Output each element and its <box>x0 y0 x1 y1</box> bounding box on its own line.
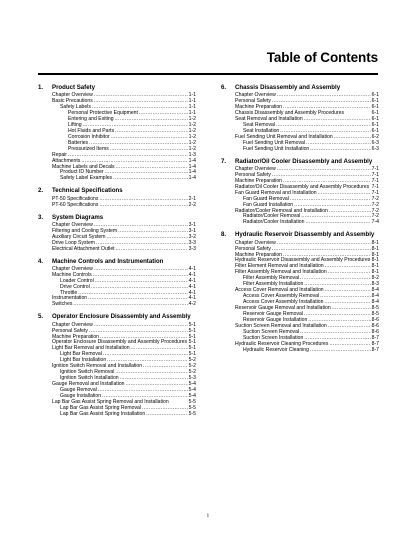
entry-page: 8-3 <box>371 281 379 288</box>
entry-title: Gauge Installation <box>60 392 102 399</box>
entry-title: Switches <box>52 301 73 308</box>
entry-title: Filter Element Removal and Installation <box>235 263 324 270</box>
entry-page: 5-1 <box>188 351 196 358</box>
entry-page: 3-3 <box>188 245 196 252</box>
entry-title: Radiator/Oil Cooler Disassembly and Assembly Procedures <box>235 183 370 190</box>
entry-page: 8-1 <box>371 245 379 252</box>
entry-title: Personal Safety <box>235 171 271 178</box>
entry-page: 7-1 <box>371 165 379 172</box>
toc-column-left <box>38 84 196 423</box>
entry-page: 5-1 <box>188 345 196 352</box>
section-number: 6. <box>221 84 227 91</box>
entry-page: 8-5 <box>371 304 379 311</box>
entry-page: 6-1 <box>371 104 379 111</box>
entry-page: 8-2 <box>371 275 379 282</box>
page-title: Table of Contents <box>266 50 378 65</box>
entry-title: Throttle <box>60 289 78 296</box>
toc-section <box>221 158 379 227</box>
entry-title: Suction Screen Installation <box>243 334 304 341</box>
entry-page: 6-1 <box>371 92 379 99</box>
entry-page: 7-1 <box>371 189 379 196</box>
section-title: Product Safety <box>52 84 96 91</box>
toc-entry[interactable] <box>38 203 196 209</box>
entry-title: Drive Control <box>60 283 90 290</box>
entry-page: 8-6 <box>371 328 379 335</box>
section-heading[interactable] <box>221 158 379 165</box>
entry-title: Entering and Exiting <box>68 116 114 123</box>
entry-title: Lifting <box>68 121 82 128</box>
entry-page: 5-4 <box>188 381 196 388</box>
entry-title: Safety Label Examples <box>60 175 113 182</box>
entry-title: Radiator/Cooler Removal and Installation <box>235 207 328 214</box>
entry-title: Radiator/Cooler Installation <box>243 219 305 226</box>
entry-page: 3-3 <box>188 239 196 246</box>
entry-page: 8-1 <box>371 257 379 264</box>
entry-title: PT-60 Specifications <box>52 201 99 208</box>
toc-section <box>221 84 379 153</box>
section-heading[interactable] <box>38 214 196 221</box>
section-heading[interactable] <box>221 231 379 238</box>
entry-title: Chapter Overview <box>52 321 93 328</box>
toc-section <box>38 84 196 182</box>
toc-entry[interactable] <box>221 348 379 354</box>
entry-page: 8-7 <box>371 346 379 353</box>
entry-title: PT-50 Specifications <box>52 195 99 202</box>
entry-title: Light Bar Removal <box>60 351 102 358</box>
entry-page: 8-4 <box>371 293 379 300</box>
entry-title: Hot Fluids and Parts <box>68 127 115 134</box>
entry-page: 4-1 <box>188 271 196 278</box>
entry-page: 7-2 <box>371 213 379 220</box>
entry-page: 3-1 <box>188 227 196 234</box>
section-number: 8. <box>221 231 227 239</box>
entry-title: Seat Removal <box>243 121 275 128</box>
entry-title: Attachments <box>52 157 81 164</box>
entry-title: Fuel Sending Unit Removal and Installation <box>235 133 333 140</box>
entry-page: 8-6 <box>371 322 379 329</box>
entry-title: Product ID Number <box>60 169 104 176</box>
entry-page: 2-1 <box>188 195 196 202</box>
toc-entry[interactable] <box>38 412 196 418</box>
entry-page: 8-4 <box>371 287 379 294</box>
entry-title: Fan Guard Installation <box>243 201 294 208</box>
section-number: 2. <box>38 187 44 195</box>
entry-page: 1-1 <box>188 92 196 99</box>
entry-title: Gauge Removal and Installation <box>52 381 125 388</box>
entry-page: 6-1 <box>371 121 379 128</box>
entry-page: 2-2 <box>188 201 196 208</box>
entry-page: 8-7 <box>371 340 379 347</box>
entry-title: Filter Assembly Removal <box>243 275 300 282</box>
section-heading[interactable] <box>38 258 196 265</box>
entry-title: Fuel Sending Unit Removal <box>243 139 306 146</box>
section-title: Radiator/Oil Cooler Disassembly and Assembly <box>235 157 373 165</box>
section-heading[interactable] <box>38 84 196 91</box>
entry-title: Machine Preparation <box>235 104 283 111</box>
entry-page: 1-2 <box>188 145 196 152</box>
toc-entry[interactable] <box>38 176 196 182</box>
entry-title: Chassis Disassembly and Assembly Procedures <box>235 110 344 117</box>
entry-title: Access Cover Assembly Installation <box>243 299 324 306</box>
section-number: 7. <box>221 157 227 165</box>
entry-page: 6-1 <box>371 110 379 117</box>
entry-page: 7-2 <box>371 201 379 208</box>
toc-column-right <box>221 84 379 359</box>
section-number: 5. <box>38 313 44 321</box>
section-number: 4. <box>38 257 44 265</box>
entry-page: 4-2 <box>188 301 196 308</box>
entry-page: 8-6 <box>371 316 379 323</box>
toc-section <box>38 258 196 309</box>
entry-page: 1-2 <box>188 139 196 146</box>
entry-title: Lap Bar Gas Assist Spring Removal and Installation <box>52 398 169 405</box>
entry-page: 6-3 <box>371 145 379 152</box>
entry-page: 3-1 <box>188 221 196 228</box>
entry-title: Personal Safety <box>235 98 271 105</box>
entry-title: Personal Safety <box>52 327 88 334</box>
entry-page: 4-1 <box>188 283 196 290</box>
entry-title: Machine Labels and Decals <box>52 163 115 170</box>
section-title: Machine Controls and Instrumentation <box>52 257 164 265</box>
dot-leader <box>310 147 370 153</box>
title-rule <box>38 73 378 75</box>
entry-title: Chapter Overview <box>52 221 93 228</box>
entry-title: Filter Assembly Installation <box>243 281 304 288</box>
entry-page: 5-3 <box>188 375 196 382</box>
entry-page: 5-2 <box>188 363 196 370</box>
entry-title: Radiator/Cooler Removal <box>243 213 301 220</box>
entry-title: Personal Protective Equipment <box>68 110 138 117</box>
entry-title: Fan Guard Removal and Installation <box>235 189 317 196</box>
entry-page: 1-1 <box>188 98 196 105</box>
section-title: Hydraulic Reservoir Disassembly and Assembly <box>235 231 375 239</box>
entry-page: 6-3 <box>371 139 379 146</box>
entry-page: 1-4 <box>188 169 196 176</box>
entry-title: Pressurized Items <box>68 145 109 152</box>
entry-title: Suction Screen Removal <box>243 328 300 335</box>
dot-leader <box>113 176 188 182</box>
entry-page: 6-1 <box>371 98 379 105</box>
entry-title: Access Cover Removal and Installation <box>235 287 324 294</box>
entry-title: Hydraulic Reservoir Cleaning <box>243 346 309 353</box>
section-title: System Diagrams <box>52 213 104 221</box>
entry-title: Machine Preparation <box>235 177 283 184</box>
entry-title: Filter Assembly Removal and Installation <box>235 269 327 276</box>
entry-page: 7-1 <box>371 177 379 184</box>
page-number: i <box>207 513 209 519</box>
entry-title: Corrosion Inhibitor <box>68 133 110 140</box>
entry-page: 1-4 <box>188 163 196 170</box>
entry-page: 7-1 <box>371 183 379 190</box>
section-title: Operator Enclosure Disassembly and Assembly <box>52 313 191 321</box>
entry-title: Repair <box>52 151 68 158</box>
entry-page: 6-1 <box>371 116 379 123</box>
entry-page: 5-1 <box>188 333 196 340</box>
entry-title: Lap Bar Gas Assist Spring Removal <box>60 404 141 411</box>
entry-page: 8-1 <box>371 251 379 258</box>
entry-title: Light Bar Installation <box>60 357 107 364</box>
entry-page: 5-2 <box>188 369 196 376</box>
entry-page: 7-2 <box>371 195 379 202</box>
entry-page: 4-1 <box>188 277 196 284</box>
entry-page: 1-2 <box>188 116 196 123</box>
entry-page: 1-1 <box>188 110 196 117</box>
toc-section <box>38 214 196 253</box>
entry-title: Access Cover Assembly Removal <box>243 293 320 300</box>
entry-page: 7-1 <box>371 171 379 178</box>
entry-title: Personal Safety <box>235 245 271 252</box>
section-heading[interactable] <box>38 313 196 320</box>
toc-entry[interactable] <box>221 147 379 153</box>
toc-entry[interactable] <box>38 302 196 308</box>
entry-title: Seat Installation <box>243 127 280 134</box>
dot-leader <box>310 348 371 354</box>
entry-page: 4-1 <box>188 265 196 272</box>
entry-title: Operator Enclosure Disassembly and Assembly Procedures <box>52 339 188 346</box>
entry-title: Ignition Switch Installation <box>60 375 119 382</box>
entry-title: Hydraulic Reservoir Disassembly and Assembly Procedures <box>235 257 371 264</box>
entry-page: 5-1 <box>188 321 196 328</box>
entry-page: 5-1 <box>188 327 196 334</box>
entry-title: Light Bar Removal and Installation <box>52 345 130 352</box>
entry-page: 6-2 <box>371 133 379 140</box>
entry-title: Safety Labels <box>60 104 91 111</box>
entry-title: Suction Screen Removal and Installation <box>235 322 327 329</box>
entry-title: Lap Bar Gas Assist Spring Installation <box>60 410 146 417</box>
entry-title: Machine Controls <box>52 271 92 278</box>
section-title: Chassis Disassembly and Assembly <box>235 84 341 91</box>
entry-page: 1-3 <box>188 151 196 158</box>
entry-page: 1-2 <box>188 133 196 140</box>
entry-title: Machine Preparation <box>52 333 100 340</box>
toc-section <box>221 231 379 353</box>
entry-title: Reservoir Gauge Removal and Installation <box>235 304 331 311</box>
entry-page: 5-5 <box>188 404 196 411</box>
entry-title: Chapter Overview <box>235 165 276 172</box>
entry-title: Instrumentation <box>52 295 88 302</box>
entry-title: Filtering and Cooling System <box>52 227 118 234</box>
entry-title: Ignition Switch Removal <box>60 369 115 376</box>
entry-title: Machine Preparation <box>235 251 283 258</box>
entry-page: 5-1 <box>188 339 196 346</box>
entry-page: 8-1 <box>371 269 379 276</box>
section-heading[interactable] <box>221 84 379 91</box>
entry-title: Fan Guard Removal <box>243 195 289 202</box>
entry-page: 3-2 <box>188 233 196 240</box>
section-title: Technical Specifications <box>52 187 123 195</box>
dot-leader <box>305 220 370 226</box>
toc-entry[interactable] <box>38 247 196 253</box>
entry-page: 8-7 <box>371 334 379 341</box>
entry-title: Drive Loop System <box>52 239 96 246</box>
entry-page: 1-2 <box>188 127 196 134</box>
section-number: 1. <box>38 84 44 91</box>
entry-page: 5-4 <box>188 392 196 399</box>
section-number: 3. <box>38 213 44 221</box>
entry-page: 5-5 <box>188 410 196 417</box>
entry-page: 4-1 <box>188 295 196 302</box>
entry-page: 1-2 <box>188 121 196 128</box>
entry-page: 4-1 <box>188 289 196 296</box>
toc-entry[interactable] <box>221 220 379 226</box>
entry-title: Basic Precautions <box>52 98 93 105</box>
dot-leader <box>73 302 187 308</box>
entry-page: 7-2 <box>371 207 379 214</box>
entry-page: 8-1 <box>371 263 379 270</box>
toc-section <box>38 187 196 208</box>
entry-title: Hydraulic Reservoir Cleaning Procedures <box>235 340 329 347</box>
entry-title: Auxiliary Circuit System <box>52 233 106 240</box>
entry-page: 5-4 <box>188 386 196 393</box>
entry-page: 5-5 <box>188 398 196 405</box>
entry-page: 8-5 <box>371 310 379 317</box>
entry-title: Chapter Overview <box>52 265 93 272</box>
entry-title: Ignition Switch Removal and Installation <box>52 363 143 370</box>
entry-title: Gauge Removal <box>60 386 97 393</box>
entry-title: Fuel Sending Unit Installation <box>243 145 310 152</box>
dot-leader <box>146 412 187 418</box>
entry-page: 7-4 <box>371 219 379 226</box>
entry-title: Chapter Overview <box>235 92 276 99</box>
entry-title: Seat Removal and Installation <box>235 116 303 123</box>
section-heading[interactable] <box>38 187 196 194</box>
entry-title: Reservoir Gauge Installation <box>243 316 308 323</box>
entry-page: 1-4 <box>188 175 196 182</box>
entry-page: 5-2 <box>188 357 196 364</box>
entry-page: 1-4 <box>188 157 196 164</box>
entry-page: 1-1 <box>188 104 196 111</box>
entry-title: Reservoir Gauge Removal <box>243 310 304 317</box>
toc-section <box>38 313 196 417</box>
entry-page: 6-1 <box>371 127 379 134</box>
dot-leader <box>116 247 188 253</box>
entry-title: Loader Control <box>60 277 94 284</box>
entry-title: Batteries <box>68 139 89 146</box>
entry-title: Chapter Overview <box>52 92 93 99</box>
entry-title: Chapter Overview <box>235 239 276 246</box>
entry-page: 8-1 <box>371 239 379 246</box>
dot-leader <box>99 203 187 209</box>
entry-title: Electrical Attachment Outlet <box>52 245 115 252</box>
entry-page: 8-4 <box>371 299 379 306</box>
